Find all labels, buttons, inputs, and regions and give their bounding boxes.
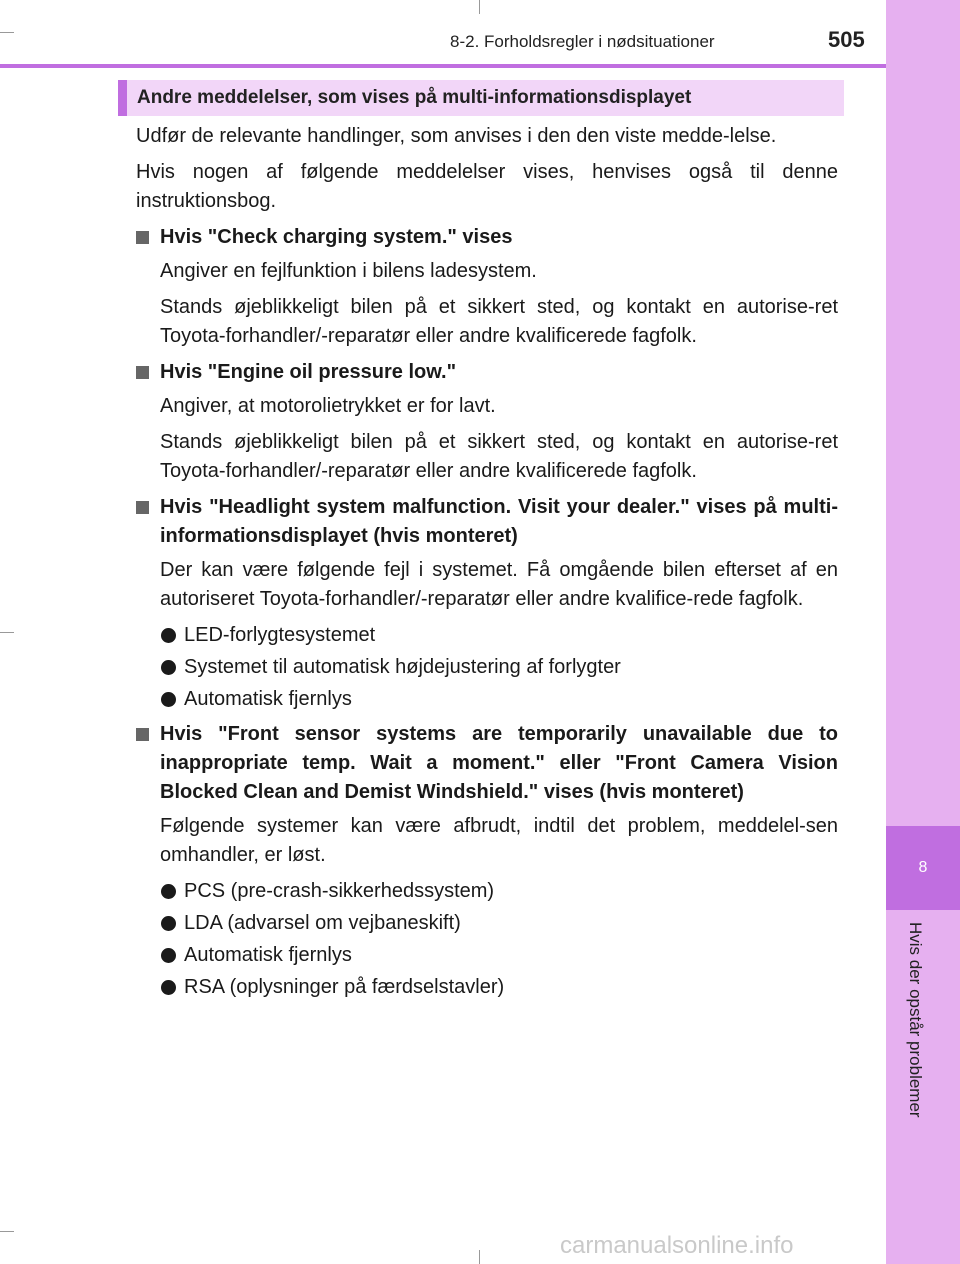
- chapter-title: Hvis der opstår problemer: [906, 922, 925, 1118]
- running-head: 8-2. Forholdsregler i nødsituationer: [450, 32, 715, 51]
- message-paragraph: Angiver en fejlfunktion i bilens ladesystem.: [160, 260, 537, 282]
- message-item: [136, 493, 838, 714]
- message-item: [136, 720, 838, 1002]
- square-bullet-icon: [136, 366, 149, 379]
- message-paragraph: Følgende systemer kan være afbrudt, indtil det problem, meddelel-sen omhandler, er løst.: [160, 815, 838, 866]
- page-number: 505: [828, 27, 865, 52]
- round-bullet-icon: [161, 884, 176, 899]
- round-bullet-icon: [161, 628, 176, 643]
- square-bullet-icon: [136, 501, 149, 514]
- list-item: RSA (oplysninger på færdselstavler): [136, 973, 838, 1002]
- crop-mark: [479, 0, 480, 14]
- list-item: PCS (pre-crash-sikkerhedssystem): [136, 877, 838, 906]
- round-bullet-icon: [161, 948, 176, 963]
- intro-paragraph: Hvis nogen af følgende meddelelser vises, henvises også til denne instruktionsbog.: [136, 161, 838, 212]
- crop-mark: [0, 1231, 14, 1232]
- message-paragraph: Der kan være følgende fejl i systemet. Få omgående bilen efterset af en autoriseret Toyota-forhandler/-reparatør eller andre kvalifice-rede fagfolk.: [160, 559, 838, 610]
- square-bullet-icon: [136, 728, 149, 741]
- message-heading: Hvis "Engine oil pressure low.": [136, 358, 838, 387]
- crop-mark: [479, 1250, 480, 1264]
- round-bullet-icon: [161, 980, 176, 995]
- crop-mark: [0, 32, 14, 33]
- intro-paragraph: Udfør de relevante handlinger, som anvises i den den viste medde-lelse.: [136, 125, 777, 147]
- round-bullet-icon: [161, 692, 176, 707]
- message-paragraph: Stands øjeblikkeligt bilen på et sikkert sted, og kontakt en autorise-ret Toyota-forhandler/-reparatør eller andre kvalificerede fagfolk.: [160, 431, 838, 482]
- round-bullet-icon: [161, 660, 176, 675]
- watermark: carmanualsonline.info: [560, 1232, 794, 1259]
- list-item: Automatisk fjernlys: [136, 941, 838, 970]
- message-item: [136, 358, 838, 486]
- message-heading: Hvis "Check charging system." vises: [136, 223, 838, 252]
- square-bullet-icon: [136, 231, 149, 244]
- message-heading: Hvis "Headlight system malfunction. Visit your dealer." vises på multi-informationsdisplayet (hvis monteret): [136, 493, 838, 551]
- message-item: [136, 223, 838, 351]
- header-rule: [0, 64, 886, 68]
- section-title: Andre meddelelser, som vises på multi-informationsdisplayet: [118, 80, 844, 116]
- section-content: [136, 122, 838, 1005]
- message-paragraph: Stands øjeblikkeligt bilen på et sikkert sted, og kontakt en autorise-ret Toyota-forhandler/-reparatør eller andre kvalificerede fagfolk.: [160, 296, 838, 347]
- chapter-number: 8: [886, 826, 960, 910]
- list-item: Automatisk fjernlys: [136, 685, 838, 714]
- list-item: LDA (advarsel om vejbaneskift): [136, 909, 838, 938]
- list-item: Systemet til automatisk højdejustering af forlygter: [136, 653, 838, 682]
- message-heading: Hvis "Front sensor systems are temporarily unavailable due to inappropriate temp. Wait a moment." eller "Front Camera Vision Blocked Clean and Demist Windshield." vises (hvis monteret): [136, 720, 838, 807]
- crop-mark: [0, 632, 14, 633]
- list-item: LED-forlygtesystemet: [136, 621, 838, 650]
- message-paragraph: Angiver, at motorolietrykket er for lavt.: [160, 395, 496, 417]
- round-bullet-icon: [161, 916, 176, 931]
